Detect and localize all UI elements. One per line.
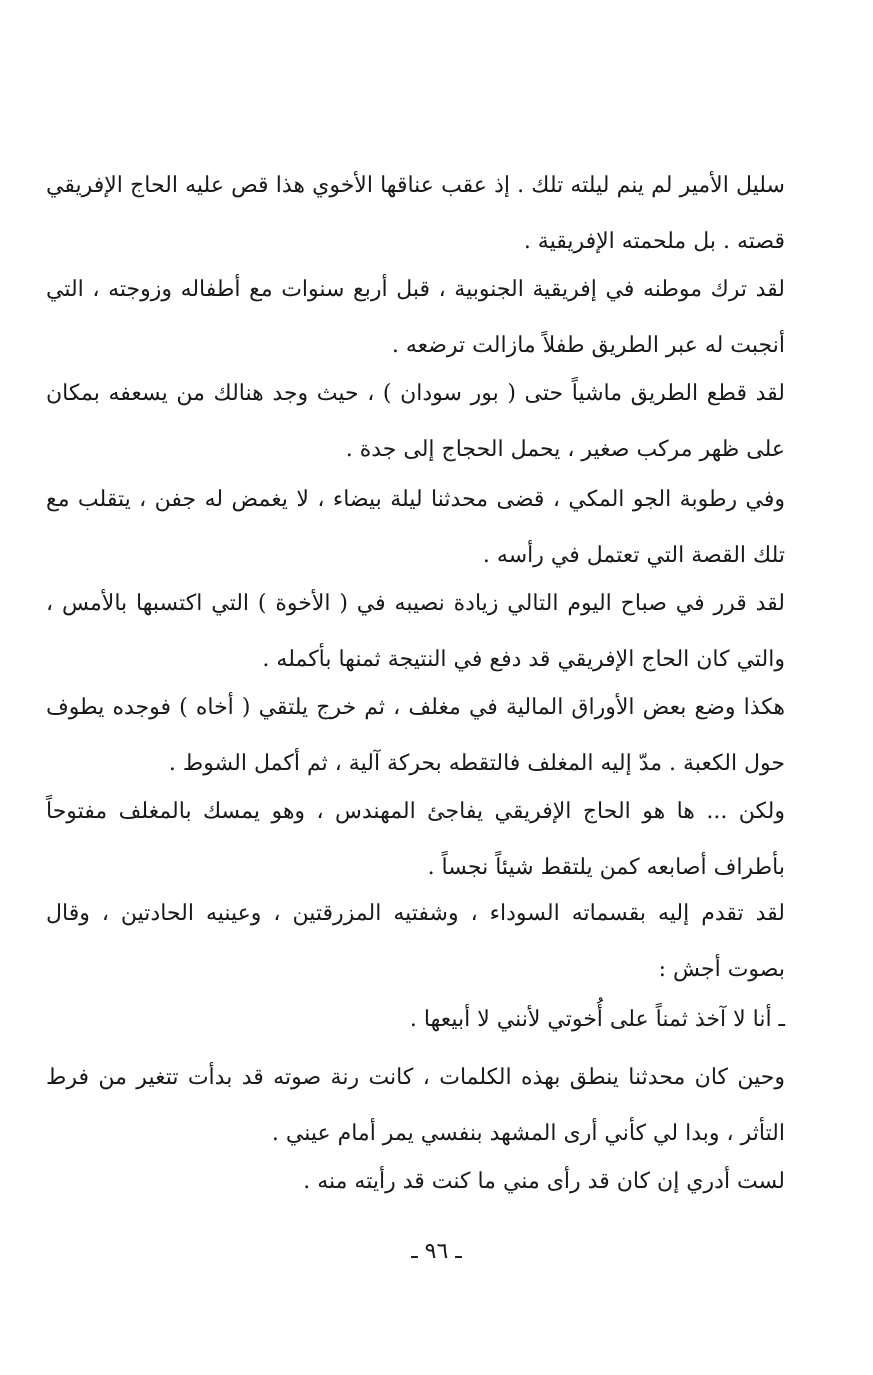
paragraph-3: لقد قطع الطريق ماشياً حتى ( بور سودان ) ، حيث وجد هنالك من يسعفه بمكان على ظهر مركب صغير ، يحمل الحجاج إلى جدة .	[46, 381, 785, 462]
paragraph-2: لقد ترك موطنه في إفريقية الجنوبية ، قبل أربع سنوات مع أطفاله وزوجته ، التي أنجبت له عبر الطريق طفلاً مازالت ترضعه .	[46, 277, 785, 358]
paragraph-7: ولكن ... ها هو الحاج الإفريقي يفاجئ المهندس ، وهو يمسك بالمغلف مفتوحاً بأطراف أصابعه كمن يلتقط شيئاً نجساً .	[46, 799, 785, 880]
paragraph-10: وحين كان محدثنا ينطق بهذه الكلمات ، كانت رنة صوته قد بدأت تتغير من فرط التأثر ، وبدا لي كأني أرى المشهد بنفسي يمر أمام عيني .	[46, 1065, 785, 1146]
paragraph-4: وفي رطوبة الجو المكي ، قضى محدثنا ليلة بيضاء ، لا يغمض له جفن ، يتقلب مع تلك القصة التي تعتمل في رأسه .	[46, 487, 785, 568]
paragraph-9-quote: ـ أنا لا آخذ ثمناً على أُخوتي لأنني لا أبيعها .	[409, 1007, 785, 1032]
paragraph-5: لقد قرر في صباح اليوم التالي زيادة نصيبه في ( الأخوة ) التي اكتسبها بالأمس ، والتي كان الحاج الإفريقي قد دفع في النتيجة ثمنها بأكمله .	[46, 591, 785, 672]
paragraph-6: هكذا وضع بعض الأوراق المالية في مغلف ، ثم خرج يلتقي ( أخاه ) فوجده يطوف حول الكعبة . مدّ إليه المغلف فالتقطه بحركة آلية ، ثم أكمل الشوط .	[46, 695, 785, 776]
paragraph-1: سليل الأمير لم ينم ليلته تلك . إذ عقب عناقها الأخوي هذا قص عليه الحاج الإفريقي قصته . بل ملحمته الإفريقية .	[46, 173, 785, 254]
paragraph-8: لقد تقدم إليه بقسماته السوداء ، وشفتيه المزرقتين ، وعينيه الحادتين ، وقال بصوت أجش :	[46, 901, 785, 982]
page-number: ـ ٩٦ ـ	[411, 1239, 462, 1264]
paragraph-11: لست أدري إن كان قد رأى مني ما كنت قد رأيته منه .	[303, 1169, 785, 1194]
